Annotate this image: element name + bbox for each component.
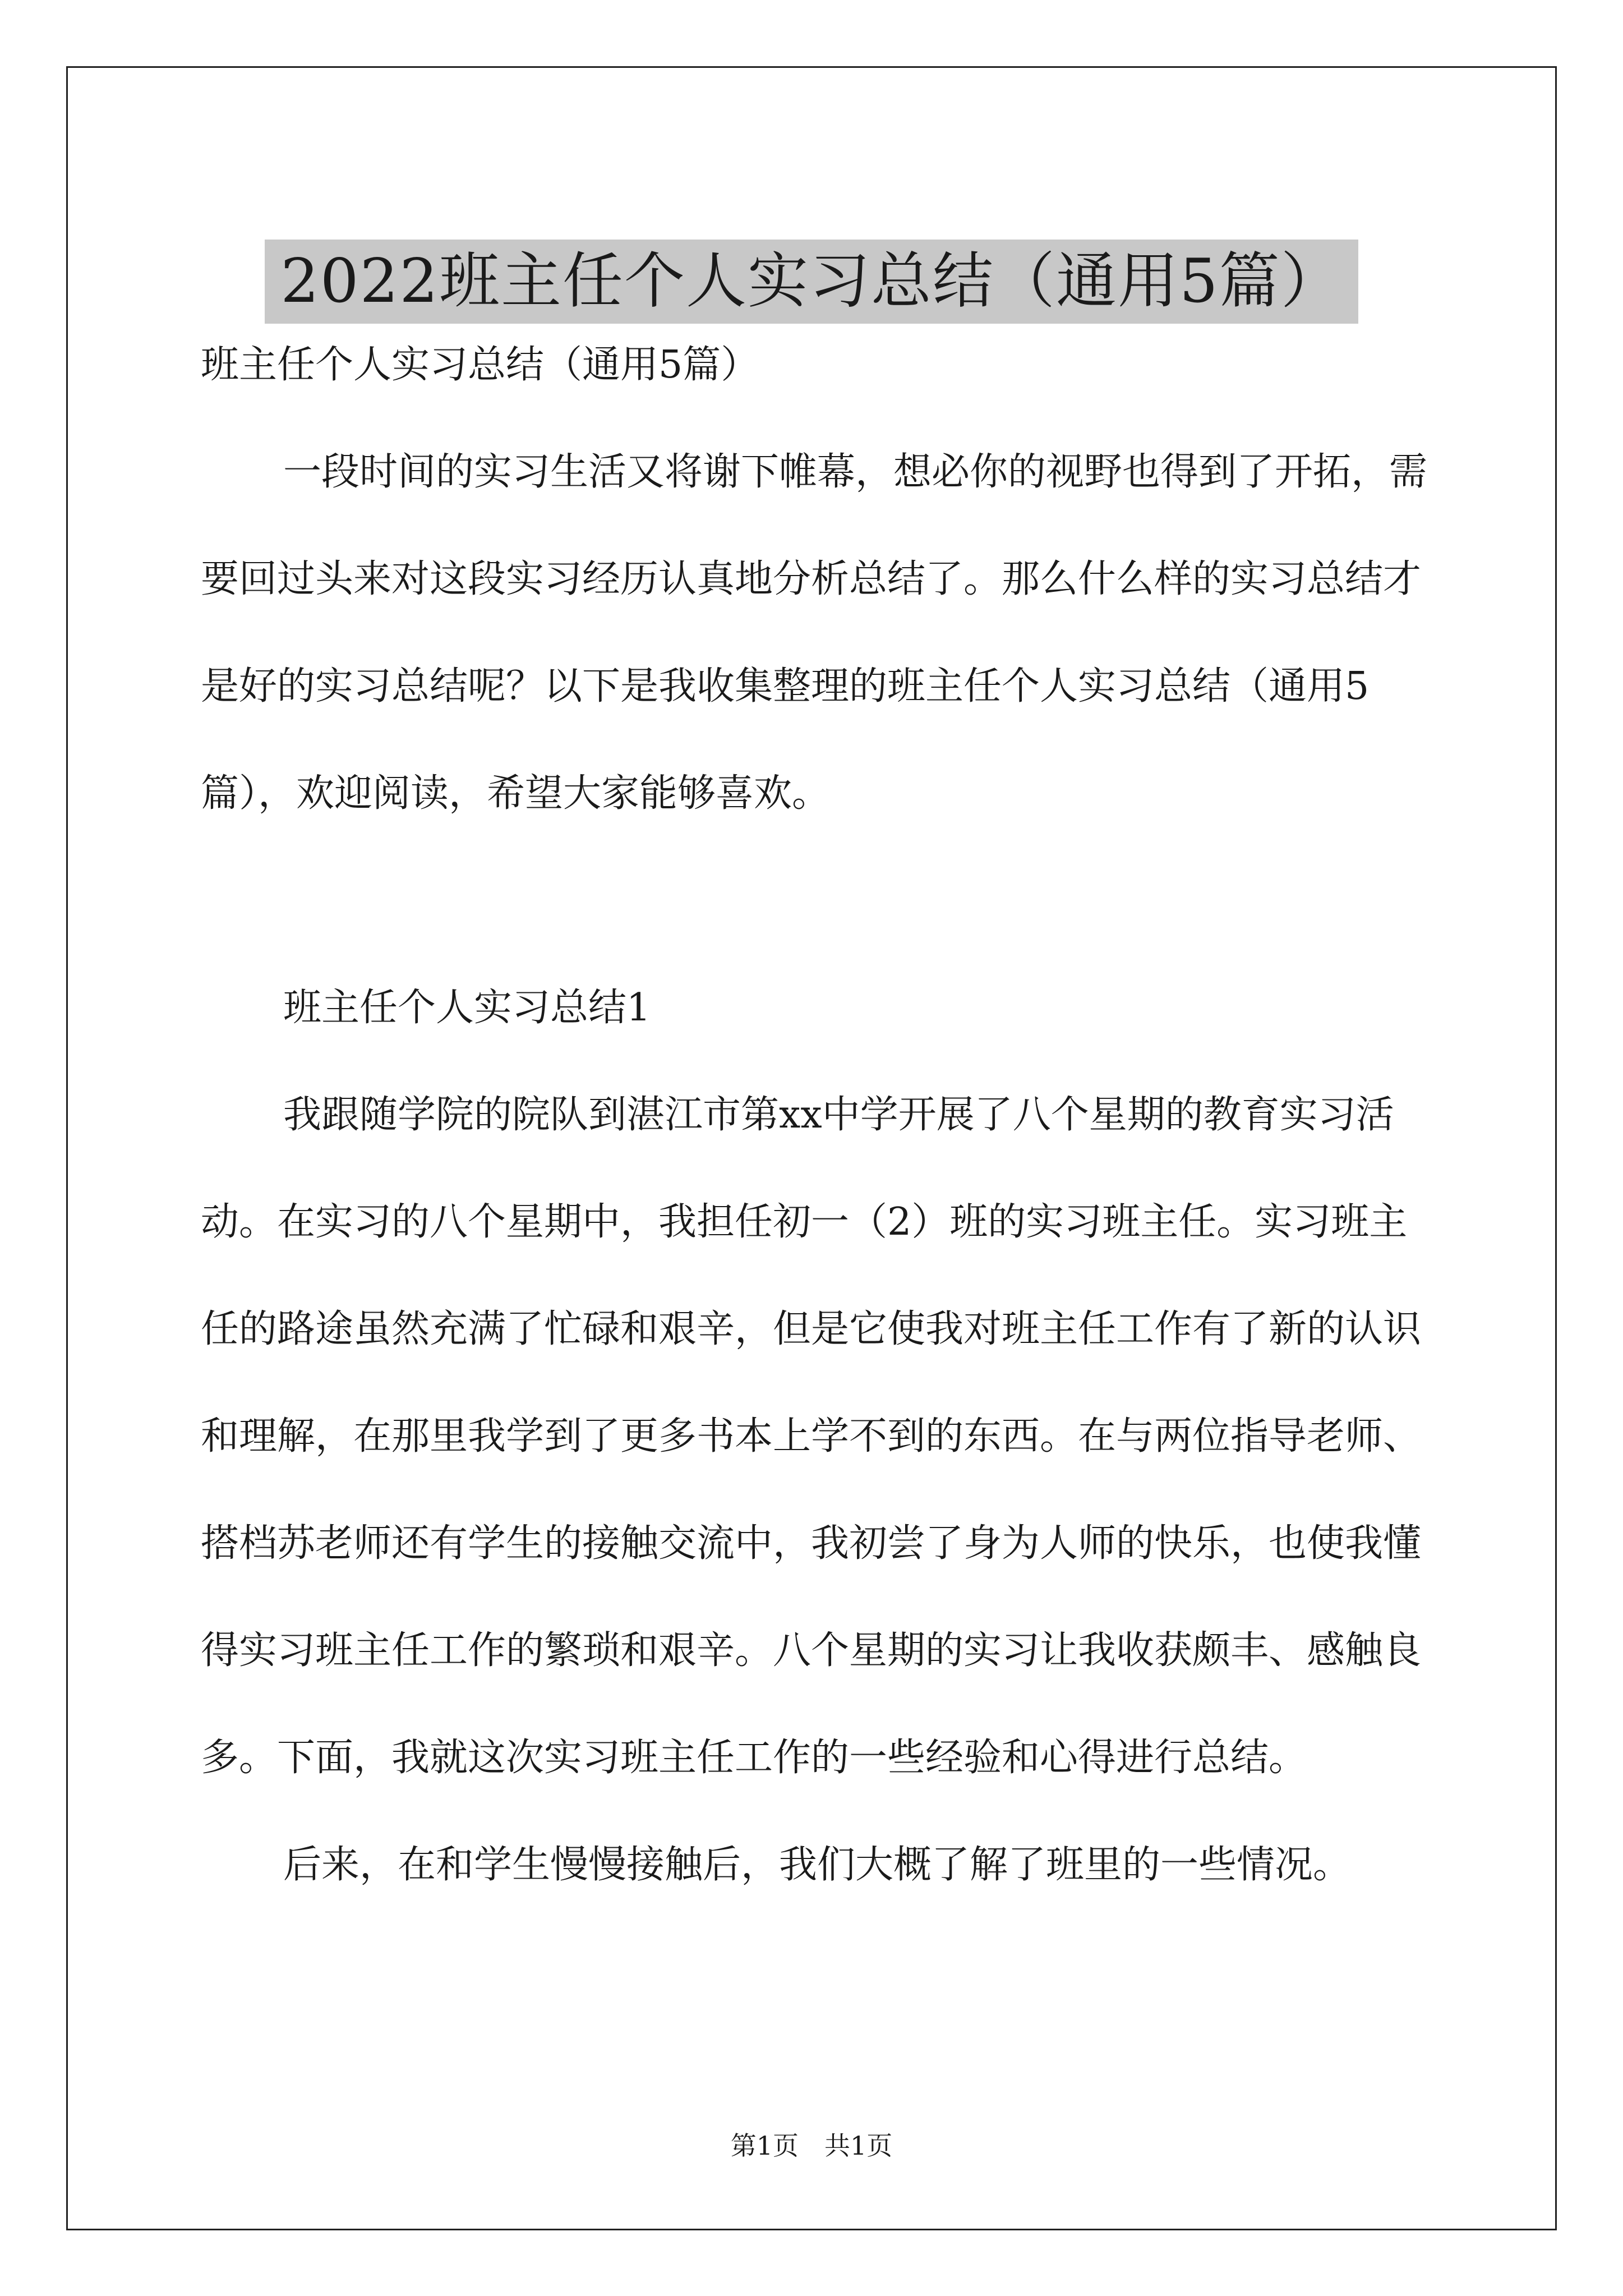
page-footer [0,2129,1623,2162]
body-paragraph-1: 我跟随学院的院队到湛江市第xx中学开展了八个星期的教育实习活动。在实习的八个星期中，我担任初一（2）班的实习班主任。实习班主任的路途虽然充满了忙碌和艰辛，但是它使我对班主任工作有了新的认识和理解，在那里我学到了更多书本上学不到的东西。在与两位指导老师、搭档苏老师还有学生的接触交流中，我初尝了身为人师的快乐，也使我懂得实习班主任工作的繁琐和艰辛。八个星期的实习让我收获颇丰、感触良多。下面，我就这次实习班主任工作的一些经验和心得进行总结。 [201,1093,1422,1780]
page-number: 第1页 [730,2131,799,2161]
document-subtitle: 班主任个人实习总结（通用5篇） [201,343,759,387]
total-pages: 共1页 [824,2131,893,2161]
intro-paragraph: 一段时间的实习生活又将谢下帷幕，想必你的视野也得到了开拓，需要回过头来对这段实习经历认真地分析总结了。那么什么样的实习总结才是好的实习总结呢？以下是我收集整理的班主任个人实习总结（通用5篇），欢迎阅读，希望大家能够喜欢。 [201,450,1428,816]
document-body [201,311,1435,1918]
body-paragraph-2: 后来，在和学生慢慢接触后，我们大概了解了班里的一些情况。 [283,1843,1352,1887]
section-heading: 班主任个人实习总结1 [283,986,651,1030]
document-title: 2022班主任个人实习总结（通用5篇） [265,240,1358,324]
